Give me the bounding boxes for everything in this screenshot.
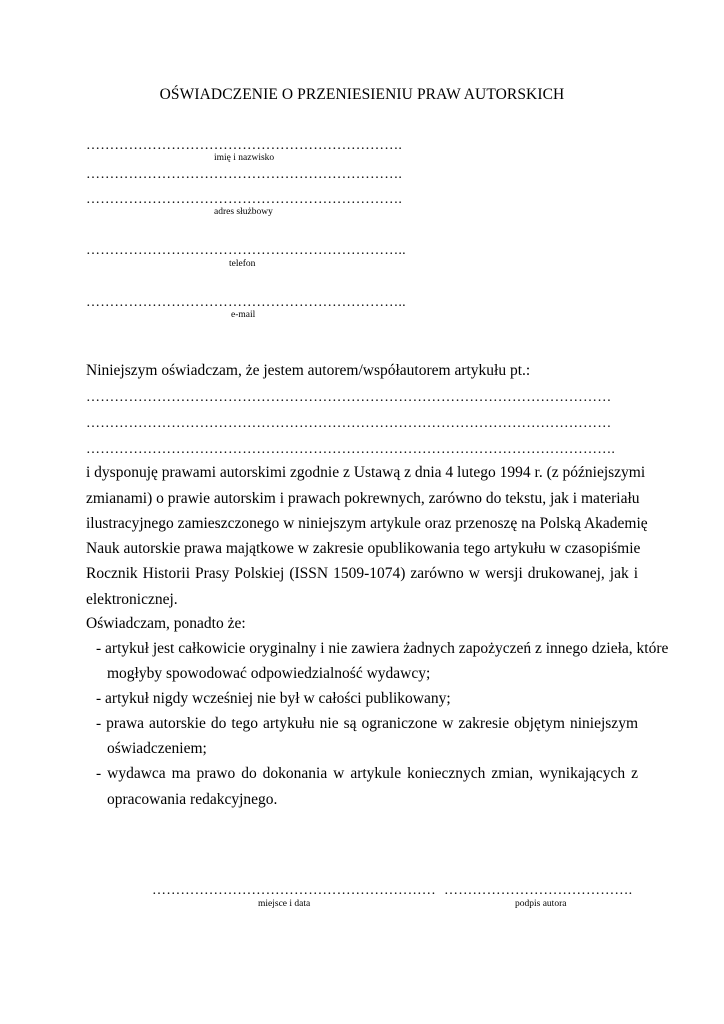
email-field[interactable]: ………………………………………………………….. — [86, 295, 406, 310]
declaration-body-last-line: elektronicznej. — [86, 591, 178, 608]
document-title: OŚWIADCZENIE O PRZENIESIENIU PRAW AUTORSKICH — [159, 86, 565, 103]
list-item: - artykuł jest całkowicie oryginalny i nie zawiera żadnych zapożyczeń z innego dzieła, które — [96, 640, 669, 657]
list-item-continuation: opracowania redakcyjnego. — [107, 791, 278, 808]
address-field-line-1[interactable]: …………………………………………………………. — [86, 167, 403, 182]
phone-label: telefon — [229, 259, 256, 269]
declaration-intro: Niniejszym oświadczam, że jestem autorem/współautorem artykułu pt.: — [86, 362, 531, 379]
author-signature-field[interactable]: …………………………………. — [444, 883, 633, 898]
declaration-body-line: i dysponuję prawami autorskimi zgodnie z Ustawą z dnia 4 lutego 1994 r. (z późniejszymi — [86, 464, 646, 481]
declaration-body-line: Nauk autorskie prawa majątkowe w zakresie opublikowania tego artykułu w czasopiśmie — [86, 540, 641, 557]
name-field[interactable]: …………………………………………………………. — [86, 138, 403, 153]
name-label: imię i nazwisko — [214, 153, 275, 163]
article-title-line-2[interactable]: ………………………………………………………………………………………………… — [86, 416, 612, 431]
place-date-field[interactable]: …………………………………………………… — [152, 883, 436, 898]
list-item: - prawa autorskie do tego artykułu nie są ograniczone w zakresie objętym niniejszym — [96, 715, 638, 732]
declaration-furthermore: Oświadczam, ponadto że: — [86, 615, 246, 632]
declaration-body-line: zmianami) o prawie autorskim i prawach pokrewnych, zarówno do tekstu, jak i materiału — [86, 490, 640, 507]
address-field-line-2[interactable]: …………………………………………………………. — [86, 192, 403, 207]
author-signature-label: podpis autora — [515, 899, 567, 909]
list-item: - wydawca ma prawo do dokonania w artykule koniecznych zmian, wynikających z — [96, 765, 638, 782]
address-label: adres służbowy — [214, 207, 273, 217]
phone-field[interactable]: ………………………………………………………….. — [86, 243, 406, 258]
article-title-line-1[interactable]: ………………………………………………………………………………………………… — [86, 390, 612, 405]
list-item: - artykuł nigdy wcześniej nie był w całości publikowany; — [96, 690, 451, 707]
declaration-body-line: Rocznik Historii Prasy Polskiej (ISSN 1509-1074) zarówno w wersji drukowanej, jak i — [86, 565, 638, 582]
email-label: e-mail — [231, 310, 256, 320]
list-item-continuation: mogłyby spowodować odpowiedzialność wydawcy; — [107, 665, 431, 682]
article-title-line-3[interactable]: …………………………………………………………………………………………………. — [86, 442, 616, 457]
place-date-label: miejsce i data — [258, 899, 311, 909]
list-item-continuation: oświadczeniem; — [107, 740, 207, 757]
declaration-body-line: ilustracyjnego zamieszczonego w niniejszym artykule oraz przenoszę na Polską Akademię — [86, 515, 648, 532]
